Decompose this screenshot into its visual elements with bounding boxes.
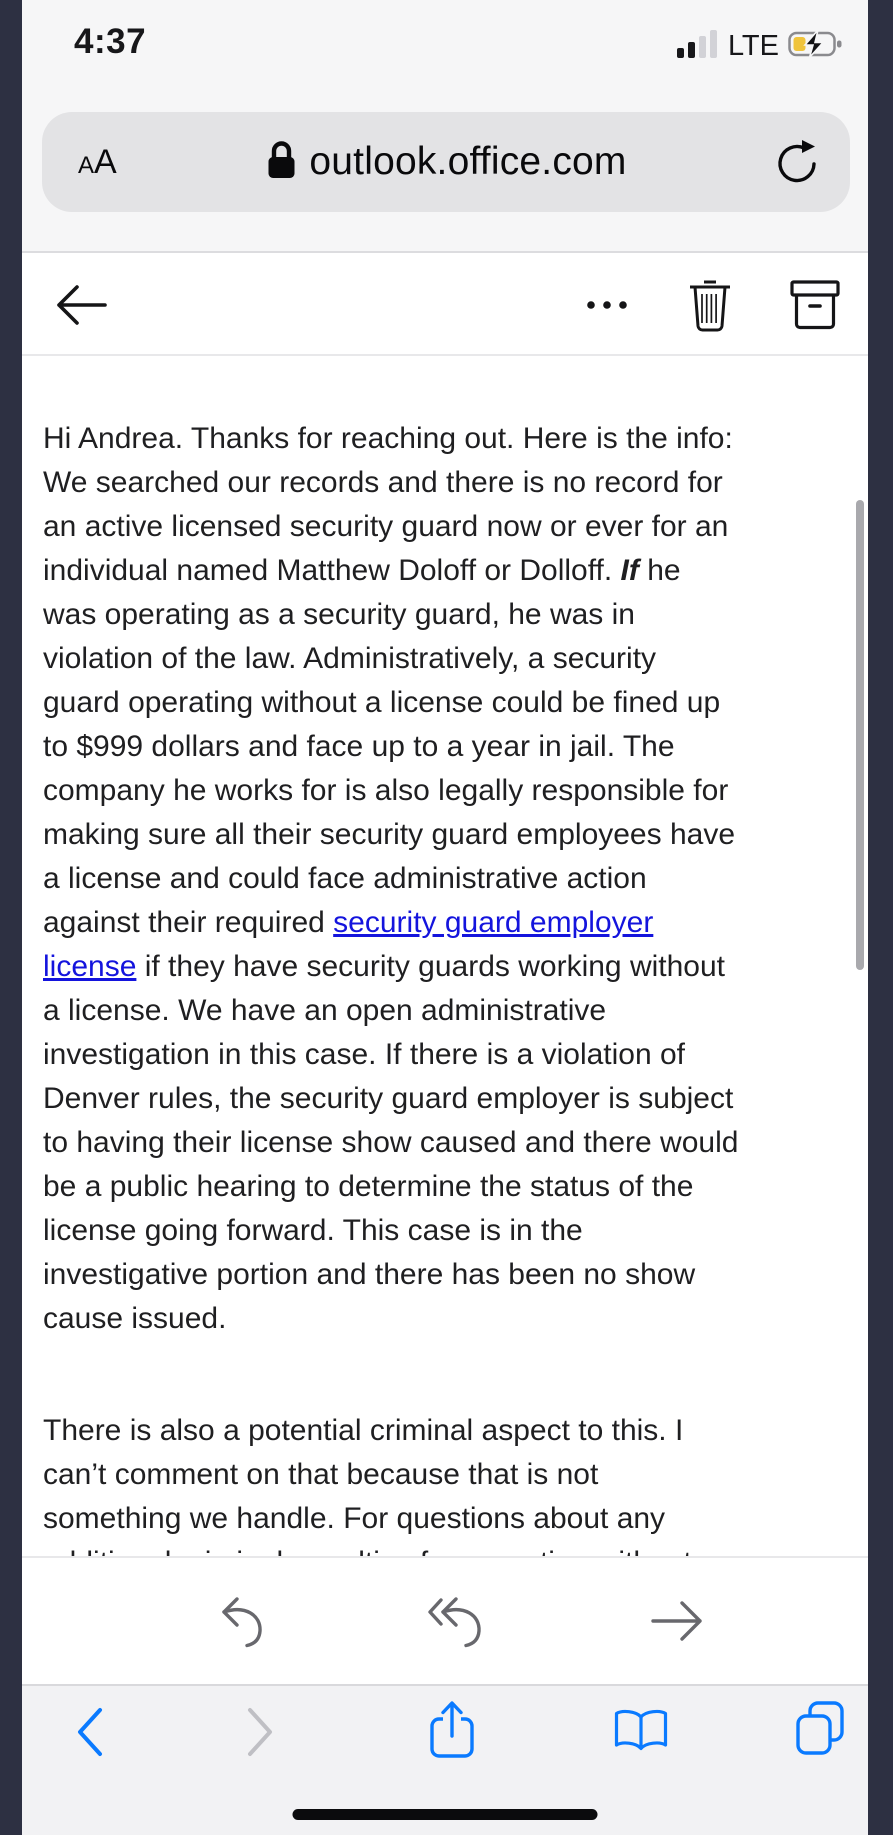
- body-text: cause issued.: [43, 1302, 227, 1335]
- archive-icon[interactable]: [790, 279, 840, 331]
- body-text: if they have security guards working without: [136, 950, 726, 983]
- text-line: [43, 1497, 838, 1541]
- text-line: [43, 637, 838, 681]
- email-link[interactable]: security guard employer: [333, 906, 654, 939]
- body-text: investigative portion and there has been no show: [43, 1258, 696, 1291]
- forward-arrow-icon[interactable]: [649, 1597, 707, 1645]
- url-display[interactable]: [42, 139, 850, 186]
- text-size-label: AA: [78, 143, 117, 181]
- text-line: [43, 725, 838, 769]
- body-text: We searched our records and there is no record for: [43, 466, 723, 499]
- text-line: [43, 945, 838, 989]
- url-domain: outlook.office.com: [309, 140, 627, 183]
- email-paragraph: [43, 417, 838, 1341]
- status-time: 4:37: [74, 22, 147, 61]
- text-line: [43, 769, 838, 813]
- browser-chrome-top: [22, 96, 868, 253]
- body-text: he: [638, 554, 681, 587]
- text-line: [43, 1297, 838, 1341]
- back-arrow-icon[interactable]: [52, 281, 110, 329]
- body-text: Denver rules, the security guard employer is subject: [43, 1082, 734, 1115]
- body-text: individual named Matthew Doloff or Dolloff.: [43, 554, 621, 587]
- text-line: [43, 505, 838, 549]
- text-line: [43, 593, 838, 637]
- email-link[interactable]: license: [43, 950, 137, 983]
- scrollbar[interactable]: [856, 500, 864, 970]
- url-bar[interactable]: [42, 112, 850, 212]
- text-size-button[interactable]: [42, 145, 117, 179]
- text-line: [43, 989, 838, 1033]
- body-text: to having their license show caused and there would: [43, 1126, 739, 1159]
- body-text: guard operating without a license could be fined up: [43, 686, 721, 719]
- tabs-icon[interactable]: [794, 1700, 846, 1756]
- body-text: investigation in this case. If there is a violation of: [43, 1038, 686, 1071]
- bold-italic-text: If: [620, 554, 639, 587]
- text-line: [43, 813, 838, 857]
- status-indicators: [677, 26, 846, 66]
- text-line: [43, 1453, 838, 1497]
- more-ellipsis-icon[interactable]: [584, 299, 630, 311]
- body-text: something we handle. For questions about any: [43, 1502, 666, 1535]
- mail-toolbar-actions: [584, 255, 840, 354]
- text-line: [43, 549, 838, 593]
- body-text: There is also a potential criminal aspect to this. I: [43, 1414, 684, 1447]
- body-text: was operating as a security guard, he was in: [43, 598, 635, 631]
- email-body-text: [22, 357, 868, 1585]
- reply-all-icon[interactable]: [427, 1593, 489, 1649]
- cellular-signal-icon: [677, 29, 719, 64]
- phone-screen: [22, 0, 868, 1835]
- status-bar: [22, 0, 868, 96]
- bookmarks-icon[interactable]: [612, 1708, 670, 1756]
- reply-icon[interactable]: [217, 1593, 267, 1649]
- text-line: [43, 417, 838, 461]
- body-text: a license. We have an open administrative: [43, 994, 607, 1027]
- text-line: [43, 681, 838, 725]
- body-text: making sure all their security guard employees have: [43, 818, 736, 851]
- body-text: be a public hearing to determine the status of the: [43, 1170, 694, 1203]
- body-text: against their required: [43, 906, 334, 939]
- body-text: to $999 dollars and face up to a year in jail. The: [43, 730, 675, 763]
- text-line: [43, 857, 838, 901]
- body-text: a license and could face administrative action: [43, 862, 647, 895]
- body-text: license going forward. This case is in the: [43, 1214, 583, 1247]
- body-text: Hi Andrea. Thanks for reaching out. Here is the info:: [43, 422, 733, 455]
- home-indicator[interactable]: [293, 1809, 598, 1820]
- text-line: [43, 1121, 838, 1165]
- text-line: [43, 461, 838, 505]
- email-body[interactable]: [22, 357, 868, 1556]
- body-text: can’t comment on that because that is not: [43, 1458, 599, 1491]
- reply-toolbar: [22, 1556, 868, 1684]
- text-line: [43, 1165, 838, 1209]
- text-line: [43, 1033, 838, 1077]
- text-line: [43, 901, 838, 945]
- share-icon[interactable]: [428, 1698, 476, 1760]
- reload-icon[interactable]: [774, 138, 820, 188]
- text-line: [43, 1409, 838, 1453]
- text-line: [43, 1077, 838, 1121]
- battery-charging-icon: [788, 30, 846, 63]
- body-text: an active licensed security guard now or ever for an: [43, 510, 729, 543]
- trash-icon[interactable]: [686, 277, 734, 333]
- back-chevron-icon[interactable]: [74, 1706, 106, 1758]
- mail-toolbar: [22, 255, 868, 356]
- text-line: [43, 1253, 838, 1297]
- body-text: company he works for is also legally responsible for: [43, 774, 729, 807]
- lock-icon: [265, 139, 297, 186]
- network-type-label: LTE: [727, 29, 779, 62]
- forward-chevron-icon[interactable]: [244, 1706, 276, 1758]
- body-text: violation of the law. Administratively, a security: [43, 642, 657, 675]
- text-line: [43, 1209, 838, 1253]
- safari-toolbar: [22, 1684, 868, 1835]
